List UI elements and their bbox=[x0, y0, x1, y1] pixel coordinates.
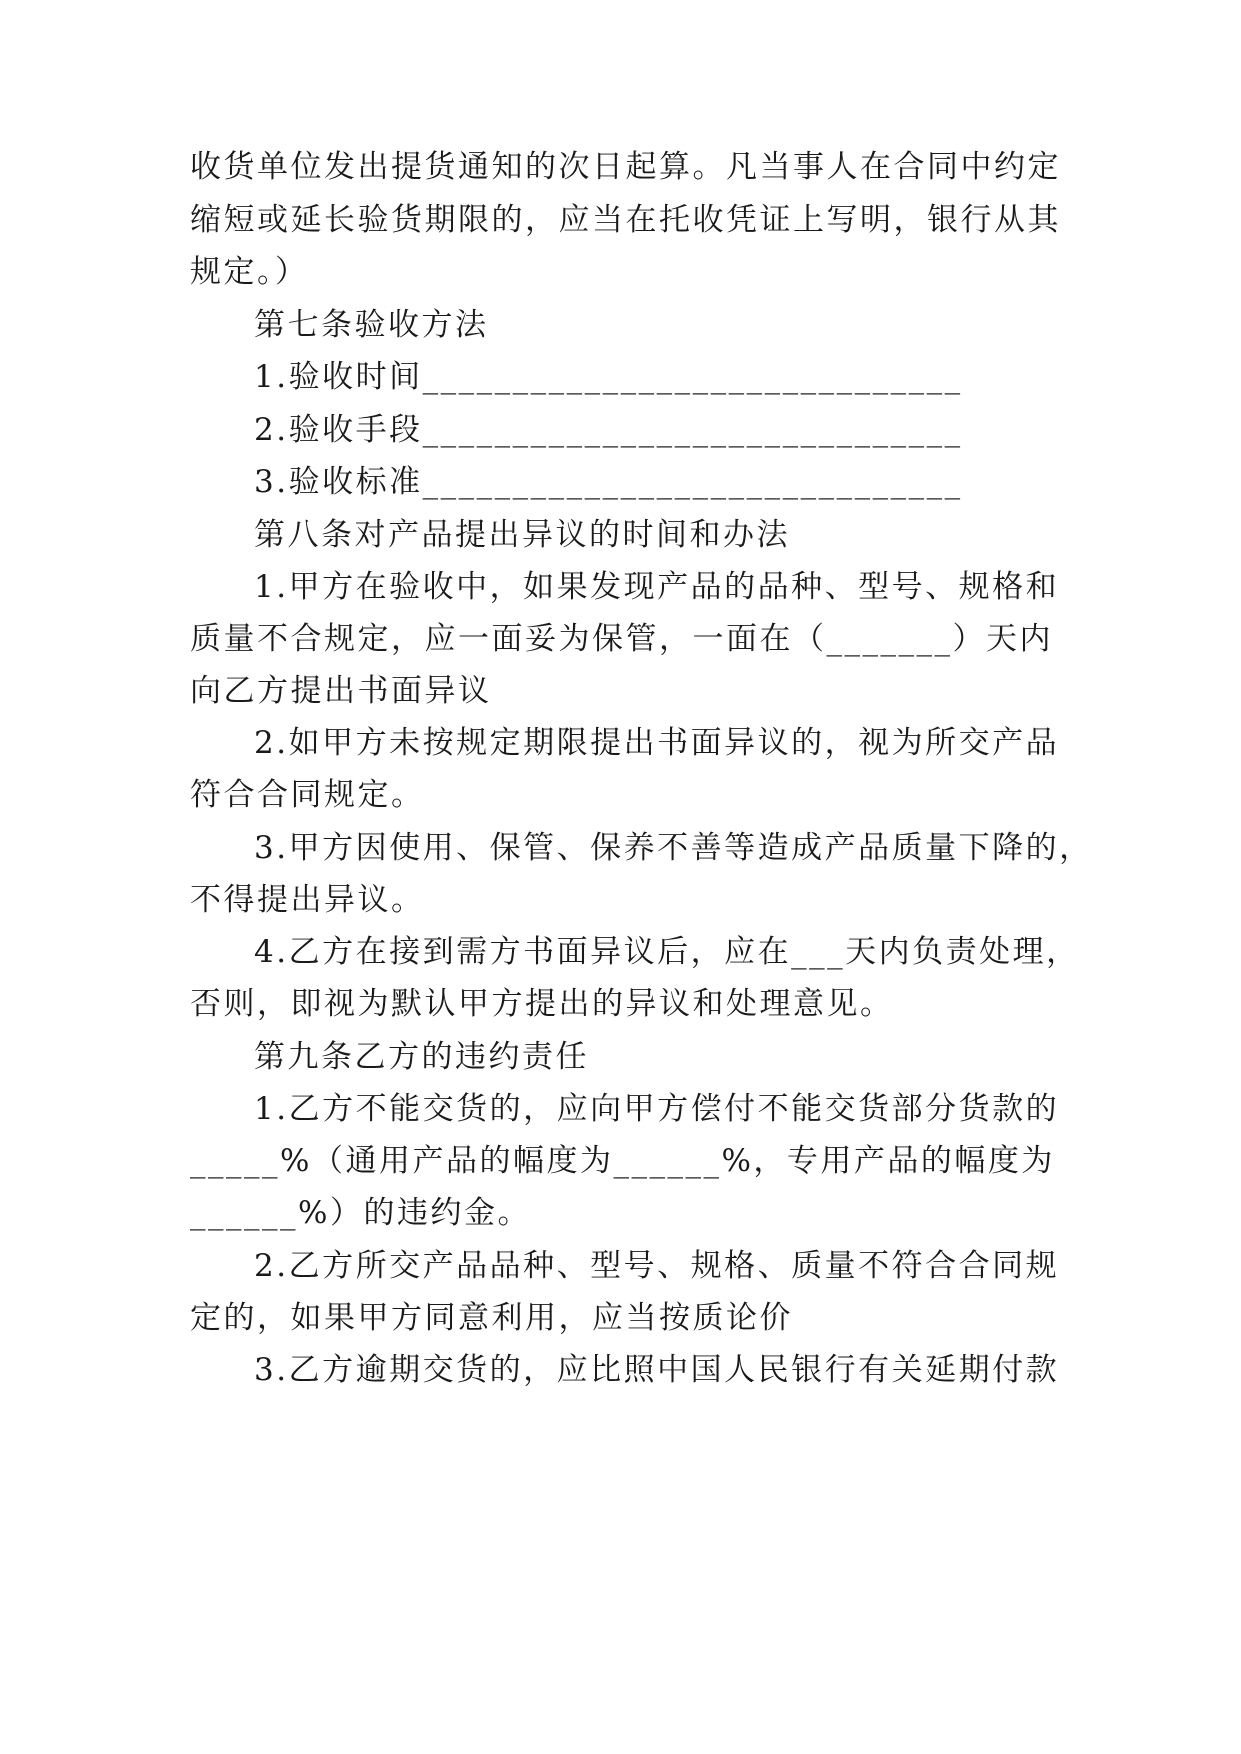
paragraph-line: 规定。） bbox=[190, 254, 309, 290]
list-item: 1.甲方在验收中，如果发现产品的品种、型号、规格和 bbox=[254, 569, 1060, 605]
paragraph-line: _____%（通用产品的幅度为______%，专用产品的幅度为 bbox=[190, 1143, 1055, 1179]
list-item: 2.如甲方未按规定期限提出书面异议的，视为所交产品 bbox=[254, 725, 1060, 761]
paragraph-line: ______%）的违约金。 bbox=[190, 1195, 531, 1231]
list-item: 4.乙方在接到需方书面异议后，应在___天内负责处理， bbox=[254, 934, 1080, 970]
section-heading: 第七条验收方法 bbox=[254, 307, 489, 343]
list-item: 2.乙方所交产品品种、型号、规格、质量不符合合同规 bbox=[254, 1248, 1060, 1284]
paragraph-line: 缩短或延长验货期限的，应当在托收凭证上写明，银行从其 bbox=[190, 202, 1061, 238]
section-heading: 第八条对产品提出异议的时间和办法 bbox=[254, 517, 790, 553]
list-item: 3.甲方因使用、保管、保养不善等造成产品质量下降的， bbox=[254, 830, 1093, 866]
paragraph-line: 不得提出异议。 bbox=[190, 882, 425, 918]
list-item: 2.验收手段______________________________ bbox=[254, 412, 963, 448]
list-item: 3.验收标准______________________________ bbox=[254, 464, 963, 500]
paragraph-line: 否则，即视为默认甲方提出的异议和处理意见。 bbox=[190, 986, 894, 1022]
list-item: 1.乙方不能交货的，应向甲方偿付不能交货部分货款的 bbox=[254, 1091, 1060, 1127]
paragraph-line: 向乙方提出书面异议 bbox=[190, 673, 492, 709]
paragraph-line: 符合合同规定。 bbox=[190, 777, 425, 813]
paragraph-line: 收货单位发出提货通知的次日起算。凡当事人在合同中约定 bbox=[190, 149, 1061, 185]
section-heading: 第九条乙方的违约责任 bbox=[254, 1039, 589, 1075]
paragraph-line: 定的，如果甲方同意利用，应当按质论价 bbox=[190, 1300, 793, 1336]
list-item: 3.乙方逾期交货的，应比照中国人民银行有关延期付款 bbox=[254, 1352, 1060, 1388]
paragraph-line: 质量不合规定，应一面妥为保管，一面在（_______）天内 bbox=[190, 621, 1053, 657]
list-item: 1.验收时间______________________________ bbox=[254, 359, 963, 395]
